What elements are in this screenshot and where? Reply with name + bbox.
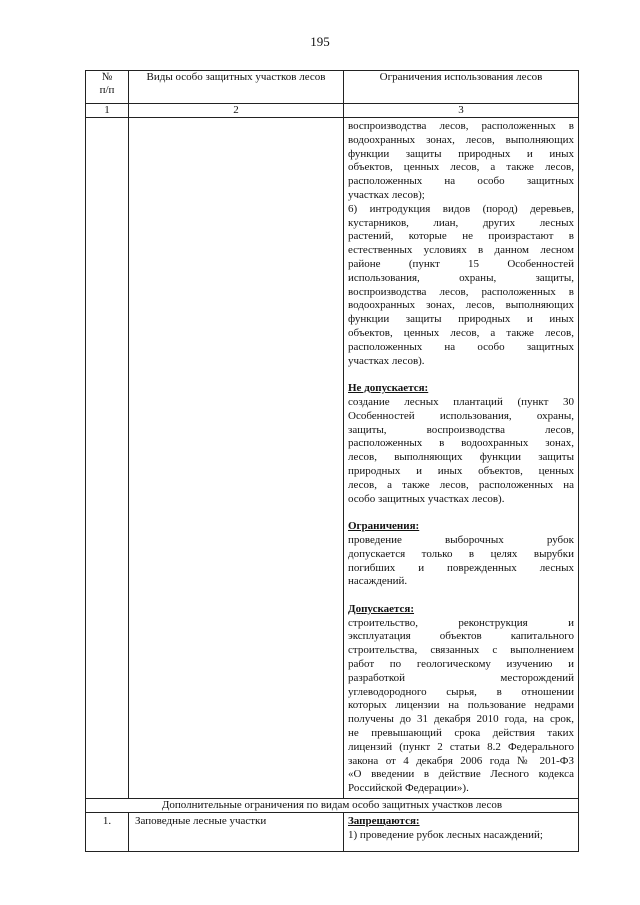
column-number-2: 2 — [129, 104, 344, 118]
continued-number-cell — [86, 118, 129, 799]
restriction-text-line: воспроизводства лесов, расположенных в — [348, 120, 574, 132]
restriction-heading: Ограничения: — [348, 520, 420, 533]
restriction-text-line: Российской Федерации»). — [348, 782, 469, 795]
restriction-text-line: функции защиты природных и иных — [348, 147, 574, 160]
restriction-text-line: использования, охраны, защиты, — [348, 271, 574, 284]
restriction-text-line: особо защитных участках лесов). — [348, 492, 505, 505]
restriction-text-line: допускается только в целях вырубки — [348, 547, 574, 560]
restriction-text-line: насаждений. — [348, 575, 408, 588]
restriction-text-line: расположенных в водоохранных зонах, — [348, 437, 574, 450]
restriction-text-line: кустарников, лиан, других лесных — [348, 216, 574, 229]
restrictions-text-cell — [344, 118, 579, 799]
paragraph-gap — [348, 589, 574, 603]
restriction-text-line: участках лесов). — [348, 354, 425, 367]
table-row — [86, 813, 579, 852]
restriction-text-line: 6) интродукция видов (пород) деревьев, — [348, 202, 574, 215]
restriction-text-line: лесов, а также лесов, расположенных на — [348, 478, 574, 491]
restriction-text-line: Особенностей использования, охраны, — [348, 409, 574, 422]
restriction-text-line: растений, которые не произрастают в — [348, 230, 574, 243]
restriction-heading: Не допускается: — [348, 382, 429, 395]
restriction-text-line: расположенных на особо защитных — [348, 175, 574, 188]
paragraph-gap — [348, 368, 574, 382]
restriction-text-line: «О введении в действие Лесного кодекса — [348, 768, 574, 781]
restriction-text-line: расположенных на особо защитных — [348, 340, 574, 353]
restriction-text-line: проведение выборочных рубок — [348, 533, 574, 546]
section-heading-row — [86, 799, 579, 813]
header-number-line1: № — [101, 71, 113, 83]
restriction-text-line: функции защиты природных и иных — [348, 313, 574, 326]
continued-name-cell — [129, 118, 344, 799]
restriction-text-line: защиты, воспроизводства лесов, — [348, 423, 574, 436]
restriction-text-line: участках лесов); — [348, 188, 425, 201]
restriction-text-line: естественных условиях в данном лесном — [348, 244, 574, 257]
row-plot-type: Заповедные лесные участки — [129, 813, 344, 852]
restriction-text-line: создание лесных плантаций (пункт 30 — [348, 395, 574, 408]
restriction-text-line: погибших и поврежденных лесных — [348, 561, 574, 574]
restriction-text-line: строительство, реконструкция и — [348, 616, 574, 629]
restriction-text-line: которых лицензии на пользование недрами — [348, 699, 574, 712]
header-number-line2: п/п — [99, 84, 115, 96]
restriction-text-line: лицензий (пункт 2 статьи 8.2 Федерального — [348, 740, 574, 753]
restriction-text-line: строительства, связанных с выполнением — [348, 644, 574, 657]
restriction-text-line: работ по геологическому изучению и — [348, 658, 574, 671]
column-number-3: 3 — [344, 104, 579, 118]
restriction-text-line: районе (пункт 15 Особенностей — [348, 257, 574, 270]
restriction-text-line: закона от 4 декабря 2006 года № 201-ФЗ — [348, 754, 574, 767]
row-restrictions-heading: Запрещаются: — [348, 815, 420, 828]
header-plot-types: Виды особо защитных участков лесов — [129, 71, 344, 104]
continued-row — [86, 118, 579, 799]
column-number-1: 1 — [86, 104, 129, 118]
restriction-text-line: лесов, выполняющих функции защиты — [348, 451, 574, 464]
row-restrictions-line: 1) проведение рубок лесных насаждений; — [348, 828, 543, 841]
restriction-text-line: углеводородного сырья, в отношении — [348, 685, 574, 698]
restriction-text-line: объектов, ценных лесов, а также лесов, — [348, 326, 574, 339]
page-number: 195 — [310, 34, 330, 49]
restriction-text-line: объектов, ценных лесов, а также лесов, — [348, 161, 574, 174]
restriction-text-line: разработкой месторождений — [348, 671, 574, 684]
restriction-text-line: получены до 31 декабря 2010 года, на срок, — [348, 713, 574, 726]
header-number — [86, 71, 129, 104]
restriction-heading: Допускается: — [348, 602, 415, 615]
header-restrictions: Ограничения использования лесов — [344, 71, 579, 104]
restriction-text-line: природных и иных объектов, ценных — [348, 464, 574, 477]
restrictions-table — [85, 70, 579, 852]
column-number-row — [86, 104, 579, 118]
row-number: 1. — [86, 813, 129, 852]
restriction-text-line: водоохранных зонах, лесов, выполняющих — [348, 133, 574, 146]
section-title: Дополнительные ограничения по видам особо защитных участков лесов — [86, 799, 579, 813]
restriction-text-line: воспроизводства лесов, расположенных в — [348, 285, 574, 298]
row-restrictions — [344, 813, 579, 852]
restriction-text-line: не превышающий срока действия таких — [348, 727, 574, 740]
restriction-text-line: водоохранных зонах, лесов, выполняющих — [348, 299, 574, 312]
paragraph-gap — [348, 506, 574, 520]
restriction-text-line: эксплуатация объектов капитального — [348, 630, 574, 643]
table-header-row — [86, 71, 579, 104]
